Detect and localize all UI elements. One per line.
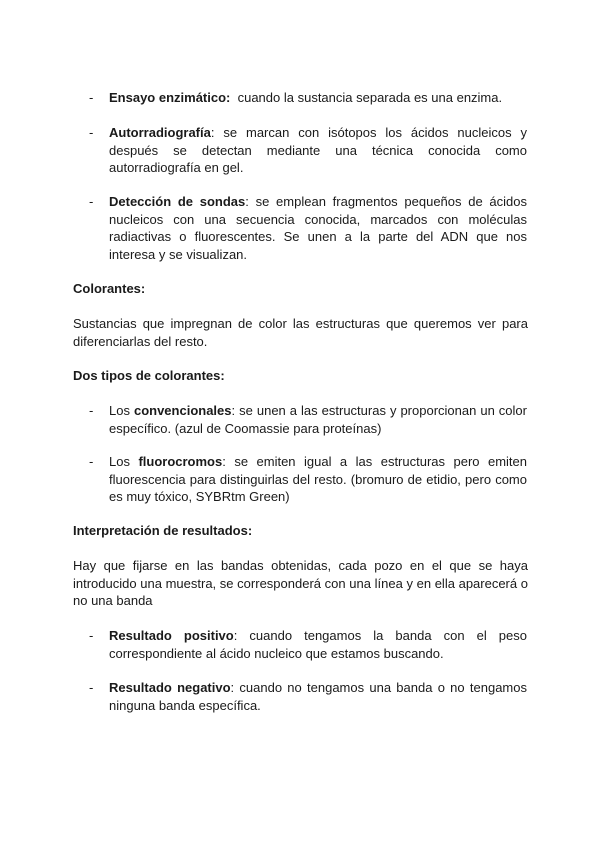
bullet-term: Resultado positivo (109, 628, 234, 643)
bullet-term: convencionales (133, 403, 232, 418)
bullet-prefix: Los (109, 403, 134, 418)
bullet-fluorocromos (89, 453, 527, 506)
bullet-dash: - (89, 125, 94, 140)
bullet-text: : se emiten igual a las estructuras pero emiten fluorescencia para distinguirlas del resto. (bromuro de etidio, pero como es muy tóxico, SYBRtm Green) (109, 454, 527, 505)
bullet-text: cuando la sustancia separada es una enzima. (230, 90, 503, 105)
bullet-text: : se emplean fragmentos pequeños de ácidos nucleicos con una secuencia conocida, marcados con moléculas radiactivas o fluorescentes. Se unen a la parte del ADN que nos interesa y se visualizan. (109, 194, 527, 262)
bullet-dash: - (89, 628, 94, 643)
heading-interpretacion: Interpretación de resultados: (73, 523, 253, 538)
bullet-term: Resultado negativo (109, 680, 231, 695)
bullet-dash: - (89, 454, 94, 469)
bullet-text: : se marcan con isótopos los ácidos nucleicos y después se detectan mediante una técnica conocida como autorradiografía en gel. (109, 125, 527, 176)
bullet-resultado-negativo (89, 679, 527, 714)
bullet-term: Ensayo enzimático: (109, 90, 231, 105)
bullet-term: fluorocromos (138, 454, 223, 469)
paragraph-interpretacion: Hay que fijarse en las bandas obtenidas, cada pozo en el que se haya introducido una muestra, se corresponderá con una línea y en ella aparecerá o no una banda (73, 558, 528, 609)
bullet-text: : se unen a las estructuras y proporcionan un color específico. (azul de Coomassie para proteínas) (109, 403, 527, 436)
bullet-dash: - (89, 680, 94, 695)
bullet-autorradiografia (89, 124, 527, 177)
bullet-prefix: Los (109, 454, 139, 469)
bullet-convencionales (89, 402, 527, 437)
heading-tipos-colorantes: Dos tipos de colorantes: (73, 368, 225, 383)
bullet-dash: - (89, 403, 94, 418)
bullet-term: Detección de sondas (109, 194, 246, 209)
bullet-text: : cuando tengamos la banda con el peso correspondiente al ácido nucleico que estamos buscando. (109, 628, 527, 661)
heading-colorantes: Colorantes: (73, 281, 146, 296)
bullet-text: : cuando no tengamos una banda o no tengamos ninguna banda específica. (109, 680, 527, 713)
bullet-resultado-positivo (89, 627, 527, 662)
bullet-term: Autorradiografía (109, 125, 211, 140)
bullet-deteccion-sondas (89, 193, 527, 263)
paragraph-colorantes: Sustancias que impregnan de color las estructuras que queremos ver para diferenciarlas del resto. (73, 316, 528, 349)
bullet-dash: - (89, 194, 94, 209)
bullet-dash: - (89, 90, 94, 105)
bullet-ensayo-enzimatico (89, 89, 527, 107)
